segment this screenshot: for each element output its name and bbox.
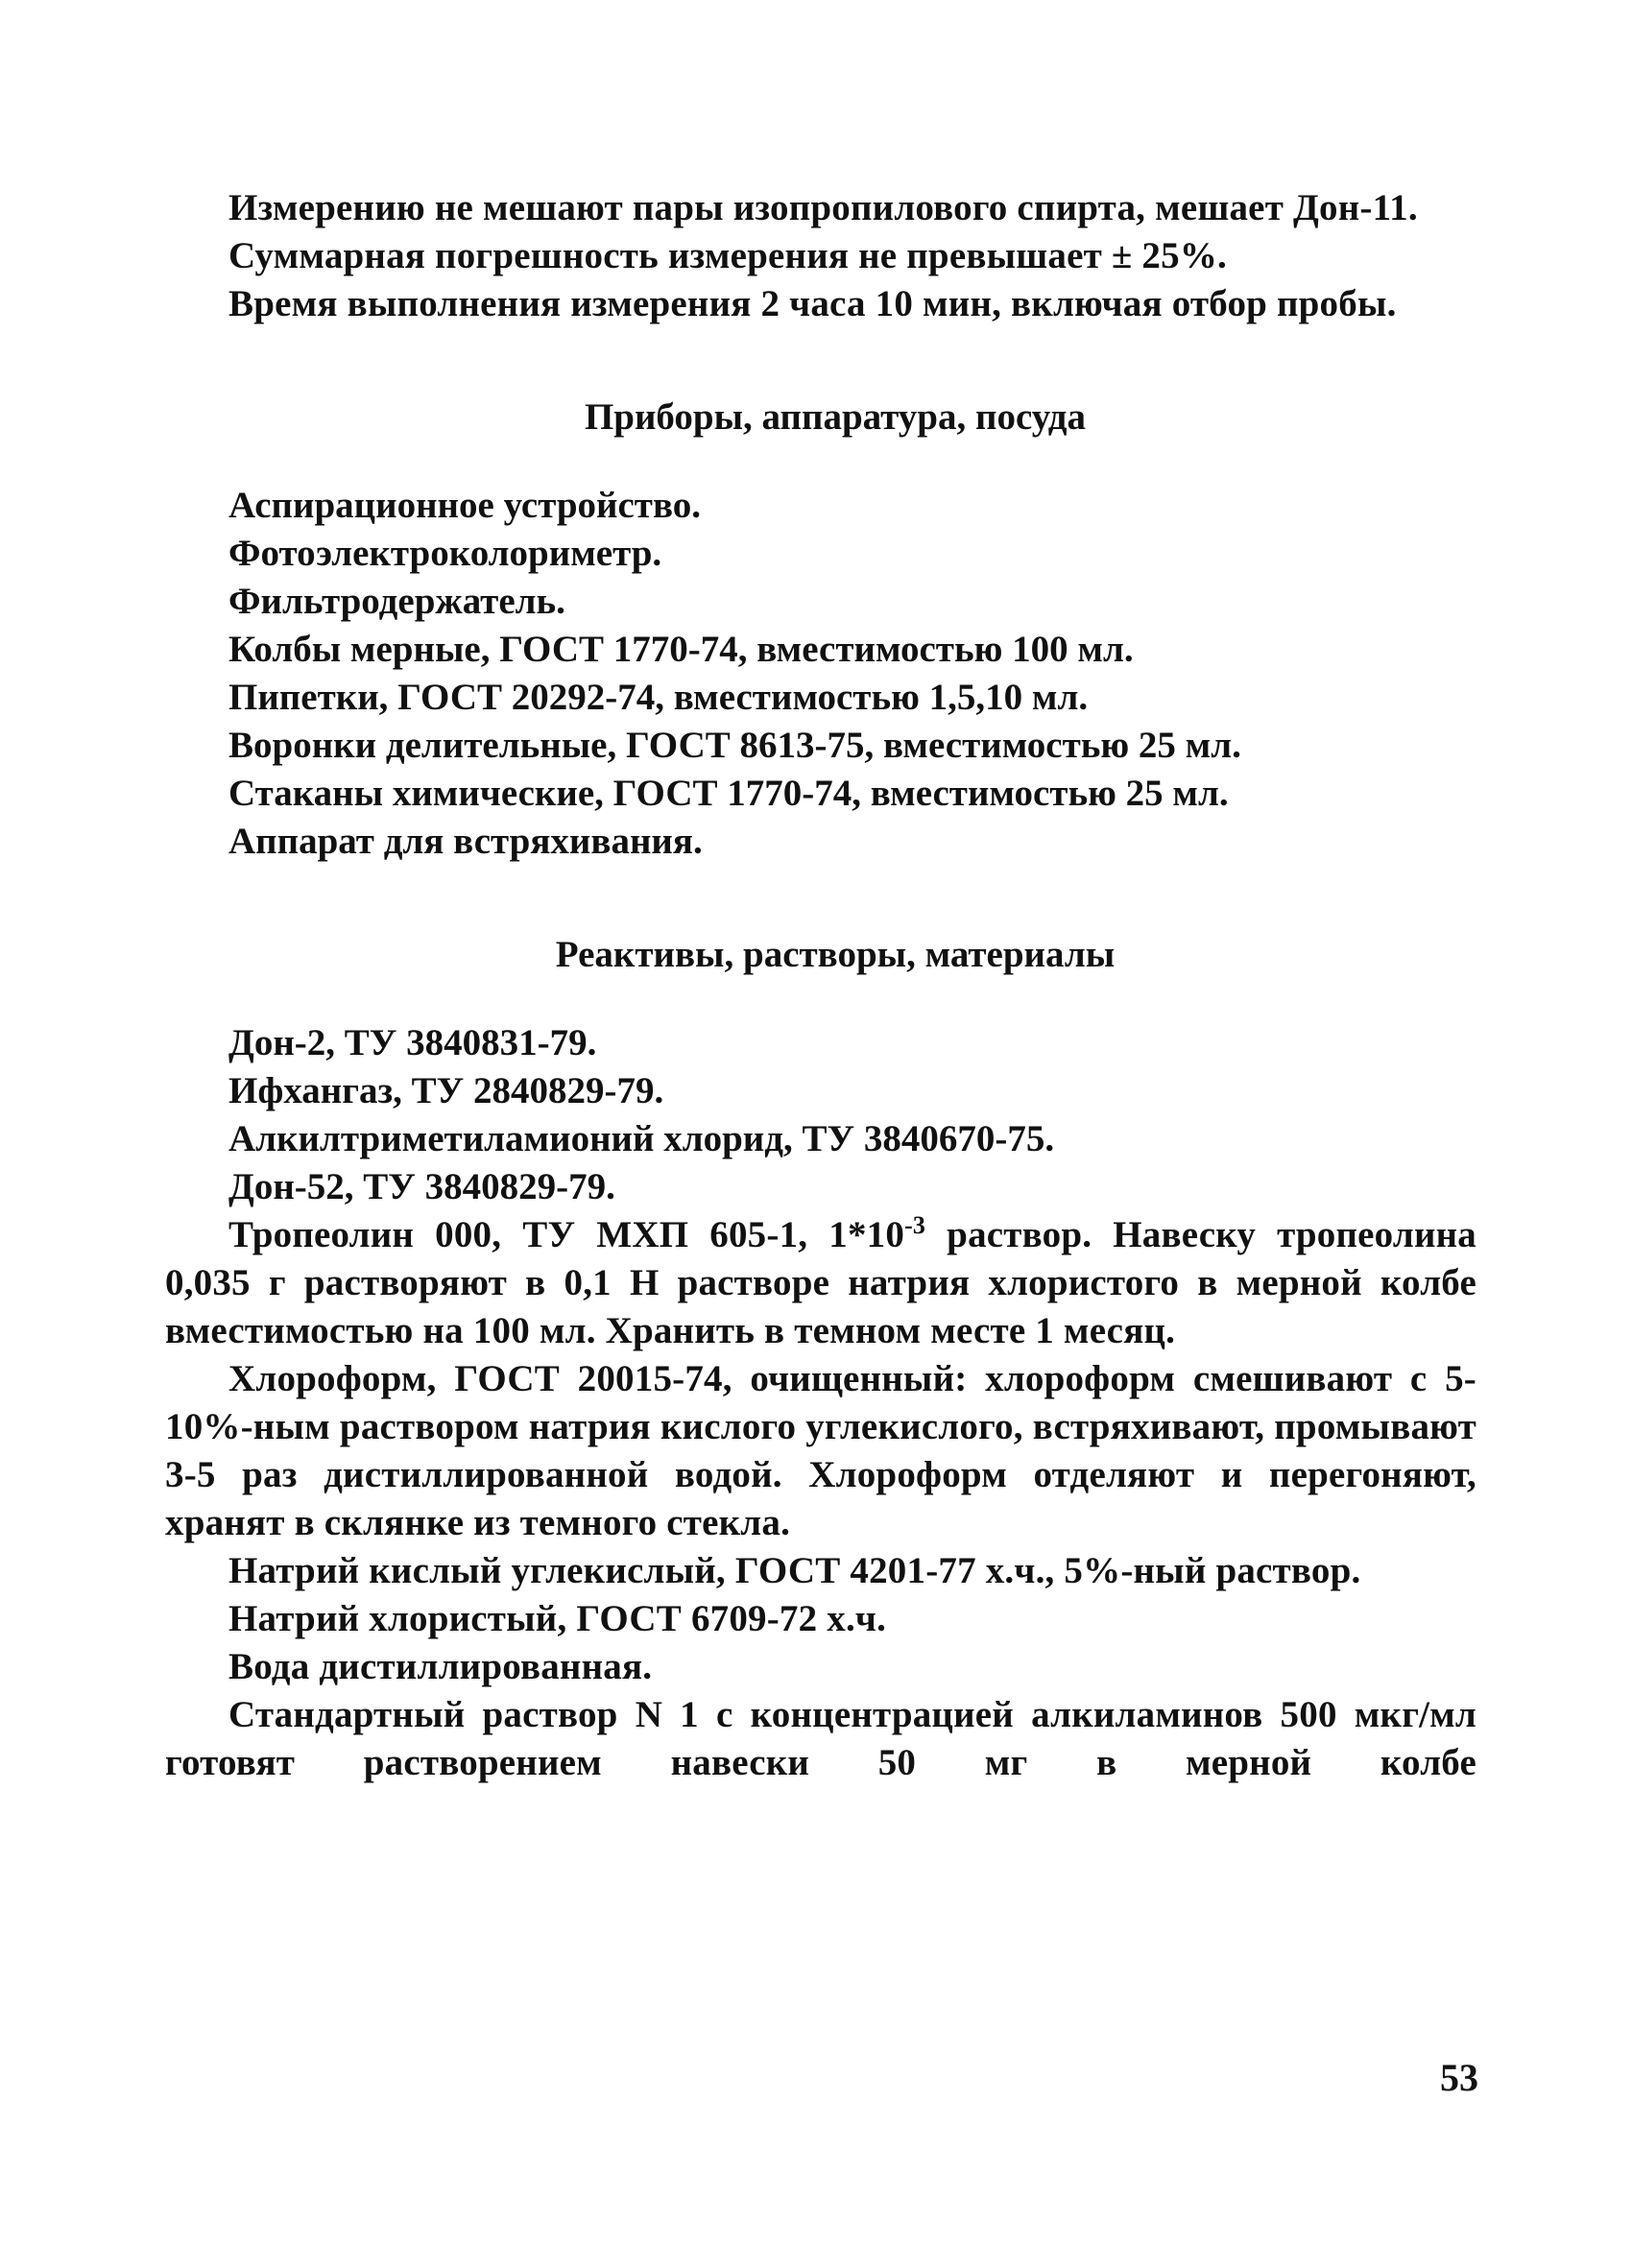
paragraph-water: Вода дистиллированная.	[228, 1646, 653, 1687]
tropeolin-text-end: раствор. Навеску тропеолина 0,035 г растворяют в 0,1 Н растворе натрия хлористого в мерной колбе вместимостью на 100 мл. Хранить в темном месте 1 месяц.	[165, 1214, 1476, 1351]
paragraph-standard-solution: Стандартный раствор N 1 с концентрацией алкиламинов 500 мкг/мл готовят растворением навески 50 мг в мерной колбе	[165, 1694, 1476, 1783]
list-item: Алкилтриметиламионий хлорид, ТУ 3840670-75.	[228, 1118, 1055, 1159]
list-item: Аспирационное устройство.	[228, 485, 701, 526]
heading-equipment: Приборы, аппаратура, посуда	[584, 396, 1087, 438]
list-item: Воронки делительные, ГОСТ 8613-75, вместимостью 25 мл.	[228, 725, 1241, 766]
list-item: Ифхангаз, ТУ 2840829-79.	[228, 1070, 664, 1111]
paragraph-duration: Время выполнения измерения 2 часа 10 мин, включая отбор пробы.	[228, 283, 1397, 324]
list-item: Стаканы химические, ГОСТ 1770-74, вместимостью 25 мл.	[228, 773, 1229, 814]
paragraph-tropeolin	[165, 1211, 1476, 1355]
list-item: Дон-2, ТУ 3840831-79.	[228, 1022, 597, 1063]
paragraph-chloroform: Хлороформ, ГОСТ 20015-74, очищенный: хлороформ смешивают с 5-10%-ным раствором натрия кислого углекислого, встряхивают, промывают 3-5 раз дистиллированной водой. Хлороформ отделяют и перегоняют, хранят в склянке из темного стекла.	[165, 1358, 1476, 1543]
paragraph-sodium-bicarbonate: Натрий кислый углекислый, ГОСТ 4201-77 х.ч., 5%-ный раствор.	[228, 1550, 1361, 1591]
paragraph-error: Суммарная погрешность измерения не превышает ± 25%.	[228, 235, 1227, 276]
equipment-list	[165, 482, 1476, 866]
heading-reagents: Реактивы, растворы, материалы	[555, 934, 1116, 975]
list-item: Колбы мерные, ГОСТ 1770-74, вместимостью 100 мл.	[228, 629, 1134, 670]
list-item: Фильтродержатель.	[228, 581, 565, 622]
list-item: Пипетки, ГОСТ 20292-74, вместимостью 1,5,10 мл.	[228, 677, 1089, 718]
list-item: Аппарат для встряхивания.	[228, 821, 703, 862]
list-item: Дон-52, ТУ 3840829-79.	[228, 1166, 615, 1207]
paragraph-sodium-chloride: Натрий хлористый, ГОСТ 6709-72 х.ч.	[228, 1598, 887, 1639]
paragraph-interference: Измерению не мешают пары изопропилового спирта, мешает Дон-11.	[228, 187, 1418, 228]
list-item: Фотоэлектроколориметр.	[228, 533, 662, 574]
tropeolin-text-start: Тропеолин 000, ТУ МХП 605-1, 1*10	[228, 1214, 905, 1255]
tropeolin-exponent: -3	[904, 1211, 926, 1239]
page-number: 53	[1440, 2056, 1478, 2099]
reagents-list	[165, 1019, 1476, 1787]
page-content	[165, 184, 1476, 1787]
